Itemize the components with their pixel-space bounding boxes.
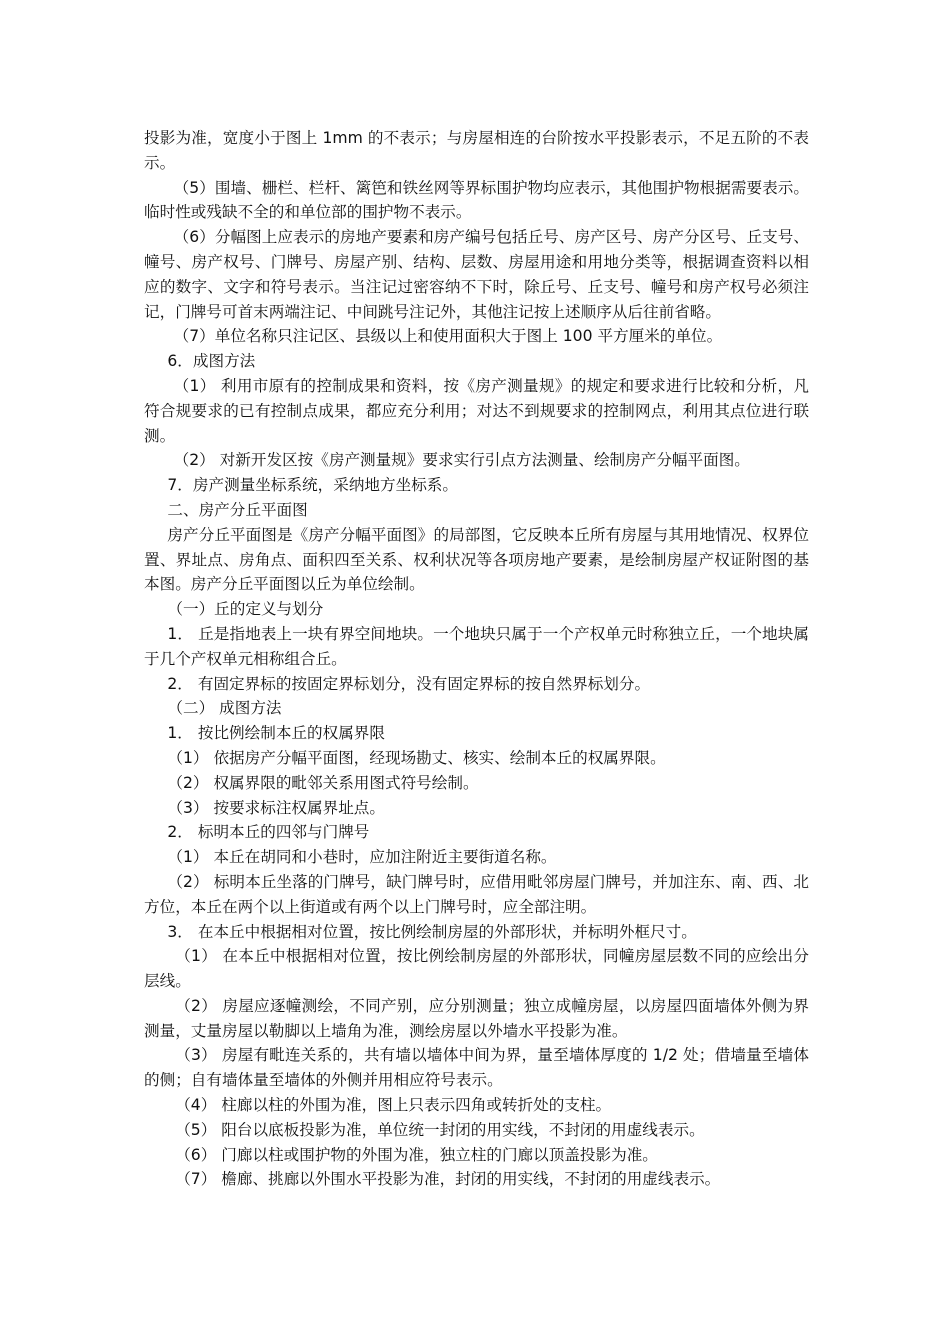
step-3-item-4: （4） 柱廊以柱的外围为准，图上只表示四角或转折处的支柱。 (175, 1096, 612, 1115)
step-heading-1: 1． 按比例绘制本丘的权属界限 (167, 724, 385, 743)
step-3-item-1: （1） 在本丘中根据相对位置，按比例绘制房屋的外部形状，同幢房屋层数不同的应绘出分层线。 (144, 947, 809, 991)
step-heading-3: 3． 在本丘中根据相对位置，按比例绘制房屋的外部形状，并标明外框尺寸。 (167, 922, 697, 941)
paragraph-intro: 房产分丘平面图是《房产分幅平面图》的局部图，它反映本丘所有房屋与其用地情况、权界位置、界址点、房角点、面积四至关系、权利状况等各项房地产要素，是绘制房屋产权证附图的基本图。房产分丘平面图以丘为单位绘制。 (144, 525, 809, 594)
section-heading-6: 6．成图方法 (167, 352, 256, 371)
step-3-item-5: （5） 阳台以底板投影为准，单位统一封闭的用实线，不封闭的用虚线表示。 (175, 1120, 705, 1139)
paragraph-parcel-division: 2． 有固定界标的按固定界标划分，没有固定界标的按自然界标划分。 (167, 674, 651, 693)
paragraph-item-7: （7）单位名称只注记区、县级以上和使用面积大于图上 100 平方厘米的单位。 (173, 327, 723, 346)
step-1-item-1: （1） 依据房产分幅平面图，经现场勘丈、核实、绘制本丘的权属界限。 (167, 748, 666, 767)
section-heading-7: 7．房产测量坐标系统，采纳地方坐标系。 (167, 476, 458, 495)
step-1-item-2: （2） 权属界限的毗邻关系用图式符号绘制。 (167, 773, 479, 792)
step-2-item-1: （1） 本丘在胡同和小巷时，应加注附近主要街道名称。 (167, 848, 557, 867)
step-1-item-3: （3） 按要求标注权属界址点。 (167, 798, 385, 817)
paragraph-parcel-definition: 1． 丘是指地表上一块有界空间地块。一个地块只属于一个产权单元时称独立丘，一个地块属于几个产权单元相称组合丘。 (144, 624, 809, 668)
step-3-item-2: （2） 房屋应逐幢测绘，不同产别，应分别测量；独立成幢房屋，以房屋四面墙体外侧为界测量，丈量房屋以勒脚以上墙角为准，测绘房屋以外墙水平投影为准。 (144, 996, 809, 1040)
step-3-item-7: （7） 檐廊、挑廊以外围水平投影为准，封闭的用实线，不封闭的用虚线表示。 (175, 1170, 721, 1189)
paragraph-mapping-1: （1） 利用市原有的控制成果和资料，按《房产测量规》的规定和要求进行比较和分析，凡符合规要求的已有控制点成果，都应充分利用；对达不到规要求的控制网点，利用其点位进行联测。 (144, 376, 809, 445)
step-heading-2: 2． 标明本丘的四邻与门牌号 (167, 823, 370, 842)
step-3-item-3: （3） 房屋有毗连关系的，共有墙以墙体中间为界，量至墙体厚度的 1/2 处；借墙量至墙体的侧；自有墙体量至墙体的外侧并用相应符号表示。 (144, 1046, 809, 1090)
paragraph-continuation: 投影为准，宽度小于图上 1mm 的不表示；与房屋相连的台阶按水平投影表示，不足五阶的不表示。 (144, 129, 809, 172)
paragraph-mapping-2: （2） 对新开发区按《房产测量规》要求实行引点方法测量、绘制房产分幅平面图。 (173, 451, 750, 470)
paragraph-item-5: （5）围墙、栅栏、栏杆、篱笆和铁丝网等界标围护物均应表示，其他围护物根据需要表示。临时性或残缺不全的和单位部的围护物不表示。 (144, 178, 809, 222)
step-2-item-2: （2） 标明本丘坐落的门牌号，缺门牌号时，应借用毗邻房屋门牌号，并加注东、南、西、北方位，本丘在两个以上街道或有两个以上门牌号时，应全部注明。 (144, 872, 809, 916)
document-body (144, 126, 809, 1192)
subheading-2: （二） 成图方法 (167, 699, 282, 718)
step-3-item-6: （6） 门廊以柱或围护物的外围为准，独立柱的门廊以顶盖投影为准。 (175, 1145, 658, 1164)
subheading-1: （一）丘的定义与划分 (167, 600, 324, 619)
chapter-heading-2: 二、房产分丘平面图 (167, 500, 308, 519)
paragraph-item-6: （6）分幅图上应表示的房地产要素和房产编号包括丘号、房产区号、房产分区号、丘支号、幢号、房产权号、门牌号、房屋产别、结构、层数、房屋用途和用地分类等，根据调查资料以相应的数字、文字和符号表示。当注记过密容纳不下时，除丘号、丘支号、幢号和房产权号必须注记，门牌号可首末两端注记、中间跳号注记外，其他注记按上述顺序从后往前省略。 (144, 228, 809, 321)
